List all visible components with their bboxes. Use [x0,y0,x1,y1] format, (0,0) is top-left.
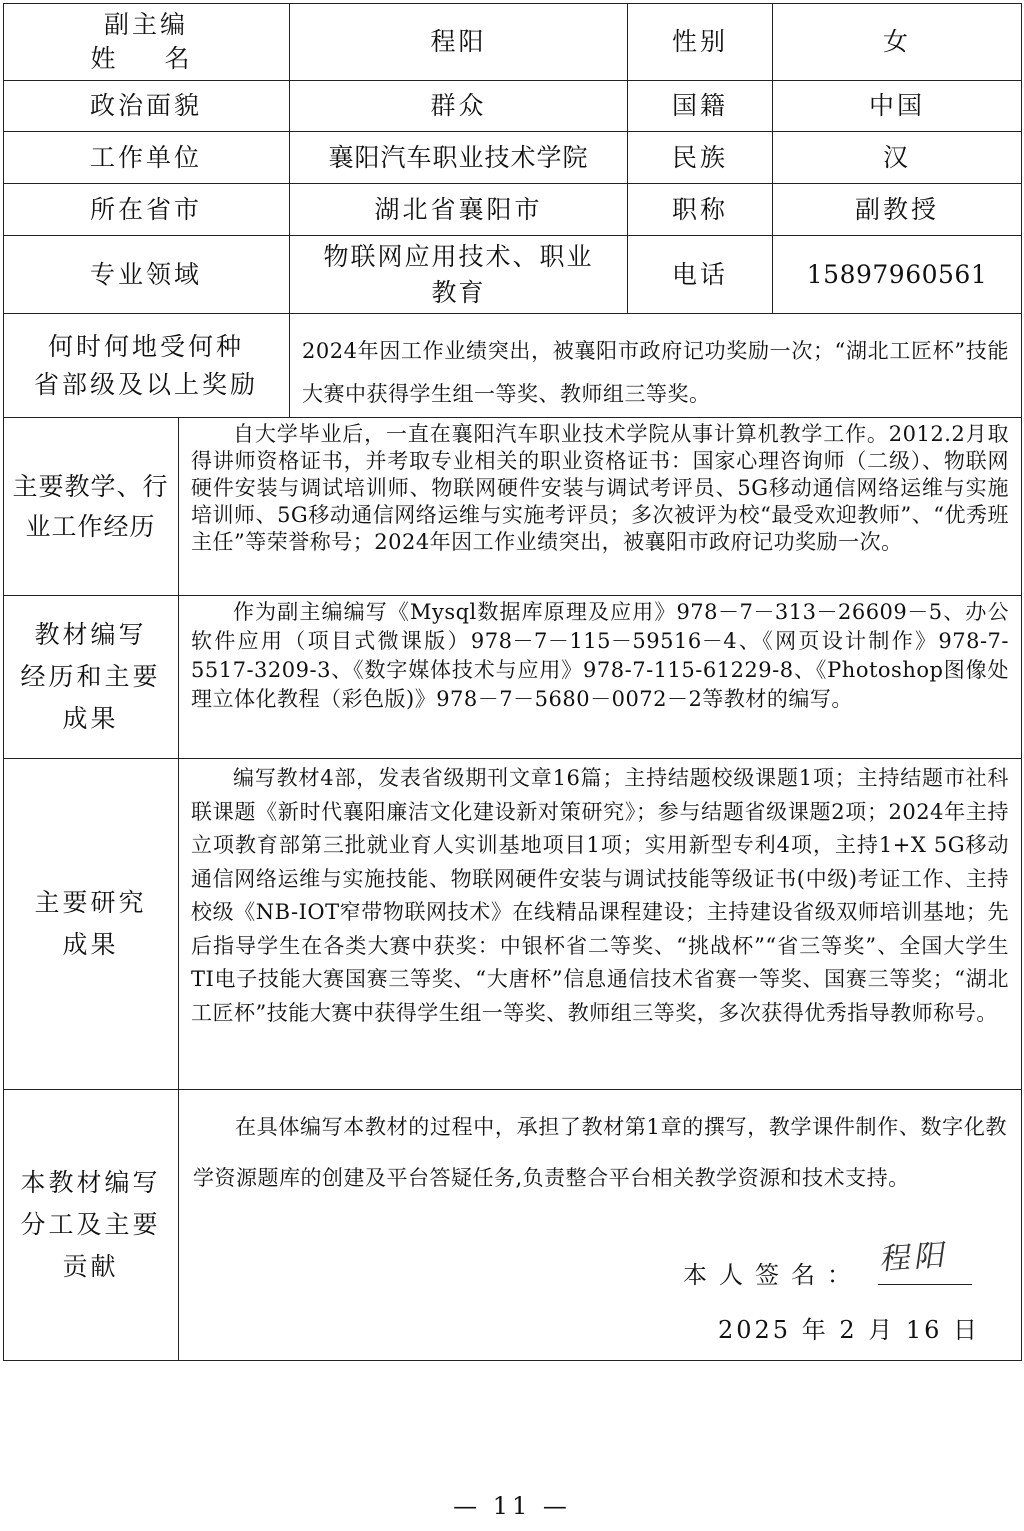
politics-value-cell [290,81,628,132]
ethnicity-value: 汉 [882,142,911,172]
research-label-line2: 成果 [62,930,119,959]
title-value-cell [773,184,1022,236]
signature-label: 本人签名： [683,1261,863,1289]
textbooks-label-line1: 教材编写 [34,620,147,649]
nationality-label-cell [628,81,773,132]
experience-content: 自大学毕业后，一直在襄阳汽车职业技术学院从事计算机教学工作。2012.2月取得讲师资格证书，并考取专业相关的职业资格证书：国家心理咨询师（二级）、物联网硬件安装与调试培训师、物联网硬件安装与调试考评员、5G移动通信网络运维与实施培训师、5G移动通信网络运维与实施考评员；多次被评为校“最受欢迎教师”、“优秀班主任”等荣誉称号；2024年因工作业绩突出，被襄阳市政府记功奖励一次。 [191,422,1009,554]
research-content: 编写教材4部，发表省级期刊文章16篇；主持结题校级课题1项；主持结题市社科联课题《新时代襄阳廉洁文化建设新对策研究》；参与结题省级课题2项；2024年主持立项教育部第三批就业育人实训基地项目1项；实用新型专利4项，主持1+X 5G移动通信网络运维与实施技能、物联网硬件安装与调试技能等级证书(中级)考证工作、主持校级《NB-IOT窄带物联网技术》在线精品课程建设；主持建设省级双师培训基地；先后指导学生在各类大赛中获奖：中银杯省二等奖、“挑战杯”“省三等奖”、全国大学生TI电子技能大赛国赛三等奖、“大唐杯”信息通信技术省赛一等奖、国赛三等奖；“湖北工匠杯”技能大赛中获得学生组一等奖、教师组三等奖，多次获得优秀指导教师称号。 [191,766,1009,1025]
title-value: 副教授 [854,194,939,224]
research-content-cell [179,759,1022,1090]
politics-label: 政治面貌 [89,91,202,120]
awards-content: 2024年因工作业绩突出，被襄阳市政府记功奖励一次；“湖北工匠杯”技能大赛中获得学生组一等奖、教师组三等奖。 [302,339,1009,406]
workplace-label-cell [3,132,290,184]
experience-label-cell [3,418,179,596]
field-value-cell [290,236,628,314]
contribution-label-cell [3,1090,179,1361]
province-value-cell [290,184,628,236]
ethnicity-label-cell [628,132,773,184]
ethnicity-label: 民族 [671,142,728,172]
contribution-label-line1: 本教材编写 [20,1168,161,1197]
name-value: 程阳 [430,26,487,56]
awards-content-cell [290,314,1022,418]
phone-value-cell [773,236,1022,314]
phone-value: 15897960561 [806,259,988,289]
experience-content-cell [179,418,1022,596]
experience-label-line2: 业工作经历 [25,511,156,541]
awards-label-line2: 省部级及以上奖励 [33,369,258,399]
province-label: 所在省市 [89,194,202,224]
politics-label-cell [3,81,290,132]
title-label-cell [628,184,773,236]
textbooks-content-cell [179,596,1022,759]
textbooks-label-line3: 成果 [62,704,119,733]
role-label: 副主编 [103,9,188,39]
province-label-cell [3,184,290,236]
signature-line [878,1284,972,1285]
page-number: — 11 — [453,1492,571,1520]
name-value-cell [290,3,628,81]
gender-label-cell [628,3,773,81]
phone-label-cell [628,236,773,314]
workplace-label: 工作单位 [89,142,202,172]
awards-label-cell [3,314,290,418]
field-value-line1: 物联网应用技术、职业 [323,241,594,271]
handwritten-signature: 程阳 [878,1237,953,1278]
research-label-line1: 主要研究 [34,888,147,917]
phone-label: 电话 [671,259,728,289]
politics-value: 群众 [430,91,487,120]
nationality-value-cell [773,81,1022,132]
experience-label-line1: 主要教学、行 [12,471,169,501]
field-value-line2: 教育 [431,277,486,307]
textbooks-label-line2: 经历和主要 [20,662,161,691]
gender-label: 性别 [671,26,728,56]
research-label-cell [3,759,179,1090]
nationality-label: 国籍 [671,91,728,120]
signature-date: 2025 年 2 月 16 日 [718,1316,981,1344]
workplace-value: 襄阳汽车职业技术学院 [328,142,589,172]
nationality-value: 中国 [868,91,925,120]
gender-value: 女 [882,26,911,56]
contribution-content: 在具体编写本教材的过程中，承担了教材第1章的撰写，教学课件制作、数字化教学资源题库的创建及平台答疑任务,负责整合平台相关教学资源和技术支持。 [193,1115,1007,1190]
workplace-value-cell [290,132,628,184]
ethnicity-value-cell [773,132,1022,184]
contribution-label-line3: 贡献 [62,1252,119,1281]
title-label: 职称 [671,194,728,224]
contribution-label-line2: 分工及主要 [20,1210,161,1239]
name-label: 姓 名 [90,43,202,73]
textbooks-content: 作为副主编编写《Mysql数据库原理及应用》978－7－313－26609－5、办公软件应用（项目式微课版）978－7－115－59516－4、《网页设计制作》978-7-5517-3209-3、《数字媒体技术与应用》978-7-115-61229-8、《Photoshop图像处理立体化教程（彩色版)》978－7－5680－0072－2等教材的编写。 [191,600,1009,711]
field-label: 专业领域 [89,259,202,289]
gender-value-cell [773,3,1022,81]
awards-label-line1: 何时何地受何种 [47,331,244,361]
name-label-cell [3,3,290,81]
province-value: 湖北省襄阳市 [374,194,543,224]
field-label-cell [3,236,290,314]
textbooks-label-cell [3,596,179,759]
